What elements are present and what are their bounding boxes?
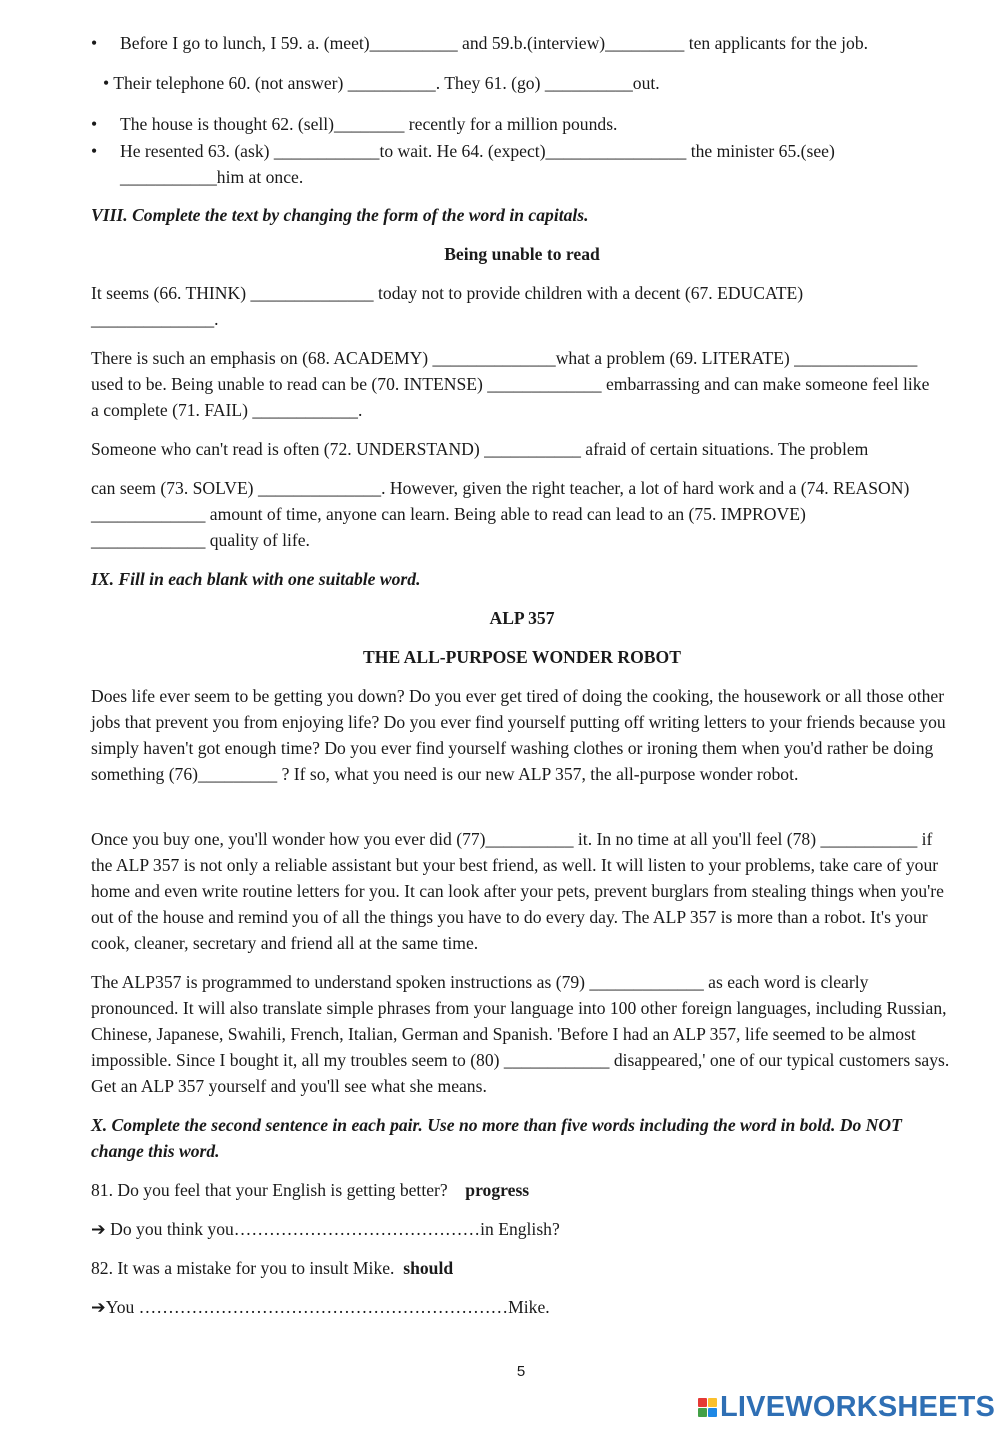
- bullet-item-63: [91, 138, 911, 190]
- answer-81-text: Do you think you……………………………………in English?: [110, 1219, 560, 1239]
- section-8-paragraph-1: It seems (66. THINK) ______________ today not to provide children with a decent (67. EDUCATE) ______________.: [91, 283, 804, 329]
- liveworksheets-logo-icon: [698, 1398, 717, 1417]
- bullet-glyph: •: [91, 141, 98, 161]
- section-8-paragraph-4: can seem (73. SOLVE) ______________. However, given the right teacher, a lot of hard work and a (74. REASON) _____________ amount of time, anyone can learn. Being able to read can lead to an (75. IMPROVE) _____________ quality of life.: [91, 478, 910, 550]
- liveworksheets-logo-text: LIVEWORKSHEETS: [720, 1391, 996, 1423]
- section-9-paragraph-3: The ALP357 is programmed to understand spoken instructions as (79) _____________ as each word is clearly pronounced. It will also translate simple phrases from your language into 100 other foreign languages, including Russian, Chinese, Japanese, Swahili, French, Italian, German and Spanish. 'Before I had an ALP 357, life seemed to be almost impossible. Since I bought it, all my troubles seem to (80) ____________ disappeared,' one of our typical customers says. Get an ALP 357 yourself and you'll see what she means.: [91, 972, 950, 1096]
- logo-square-blue: [708, 1408, 717, 1417]
- section-10-heading: X. Complete the second sentence in each pair. Use no more than five words including the word in bold. Do NOT change this word.: [91, 1115, 902, 1161]
- section-8-heading: VIII. Complete the text by changing the form of the word in capitals.: [91, 205, 589, 225]
- question-81: [91, 1177, 953, 1203]
- liveworksheets-logo[interactable]: [698, 1390, 995, 1424]
- section-9-title-2: THE ALL-PURPOSE WONDER ROBOT: [363, 647, 681, 667]
- question-82: [91, 1255, 953, 1281]
- answer-82-text: You ………………………………………………………Mike.: [105, 1297, 550, 1317]
- exercise-60-61: • Their telephone 60. (not answer) __________. They 61. (go) __________out.: [103, 73, 660, 93]
- section-8-paragraph-3: Someone who can't read is often (72. UNDERSTAND) ___________ afraid of certain situations. The problem: [91, 439, 869, 459]
- section-9-heading: IX. Fill in each blank with one suitable word.: [91, 569, 421, 589]
- section-9-title-1: ALP 357: [489, 608, 555, 628]
- section-8-title: Being unable to read: [444, 244, 600, 264]
- logo-square-yellow: [708, 1398, 717, 1407]
- section-8-paragraph-2: There is such an emphasis on (68. ACADEMY) ______________what a problem (69. LITERATE) ______________ used to be. Being unable to read can be (70. INTENSE) _____________ embarrassing and can make someone feel like a complete (71. FAIL) ____________.: [91, 348, 930, 420]
- arrow-icon: ➔: [91, 1297, 106, 1317]
- question-81-keyword: progress: [465, 1180, 530, 1200]
- bullet-glyph: •: [91, 33, 98, 53]
- section-9-paragraph-1: Does life ever seem to be getting you down? Do you ever get tired of doing the cooking, the housework or all those other jobs that prevent you from enjoying life? Do you ever find yourself putting off writing letters to your friends because you simply haven't got enough time? Do you ever find yourself washing clothes or ironing them when you'd rather be doing something (76)_________ ? If so, what you need is our new ALP 357, the all-purpose wonder robot.: [91, 686, 946, 784]
- logo-square-green: [698, 1408, 707, 1417]
- question-82-keyword: should: [403, 1258, 454, 1278]
- arrow-icon: ➔: [91, 1219, 106, 1239]
- logo-square-red: [698, 1398, 707, 1407]
- question-82-text: 82. It was a mistake for you to insult Mike.: [91, 1258, 395, 1278]
- section-9-paragraph-2: Once you buy one, you'll wonder how you ever did (77)__________ it. In no time at all you'll feel (78) ___________ if the ALP 357 is not only a reliable assistant but your best friend, as well. It will listen to your problems, take care of your home and even write routine letters for you. It can look after your pets, prevent burglars from stealing things when you're out of the house and remind you of all the things you have to do every day. The ALP 357 is more than a robot. It's your cook, cleaner, secretary and friend all at the same time.: [91, 829, 944, 953]
- bullet-item-59: [91, 30, 953, 56]
- exercise-63-65: He resented 63. (ask) ____________to wait. He 64. (expect)________________ the minister 65.(see) ___________him at once.: [120, 141, 835, 187]
- page-number: 5: [516, 1363, 526, 1380]
- question-81-text: 81. Do you feel that your English is getting better?: [91, 1180, 448, 1200]
- exercise-59: Before I go to lunch, I 59. a. (meet)__________ and 59.b.(interview)_________ ten applicants for the job.: [120, 33, 869, 53]
- exercise-62: The house is thought 62. (sell)________ recently for a million pounds.: [120, 114, 618, 134]
- bullet-item-62: [91, 111, 953, 137]
- bullet-glyph: •: [91, 114, 98, 134]
- answer-81: [91, 1216, 953, 1242]
- answer-82: [91, 1294, 953, 1320]
